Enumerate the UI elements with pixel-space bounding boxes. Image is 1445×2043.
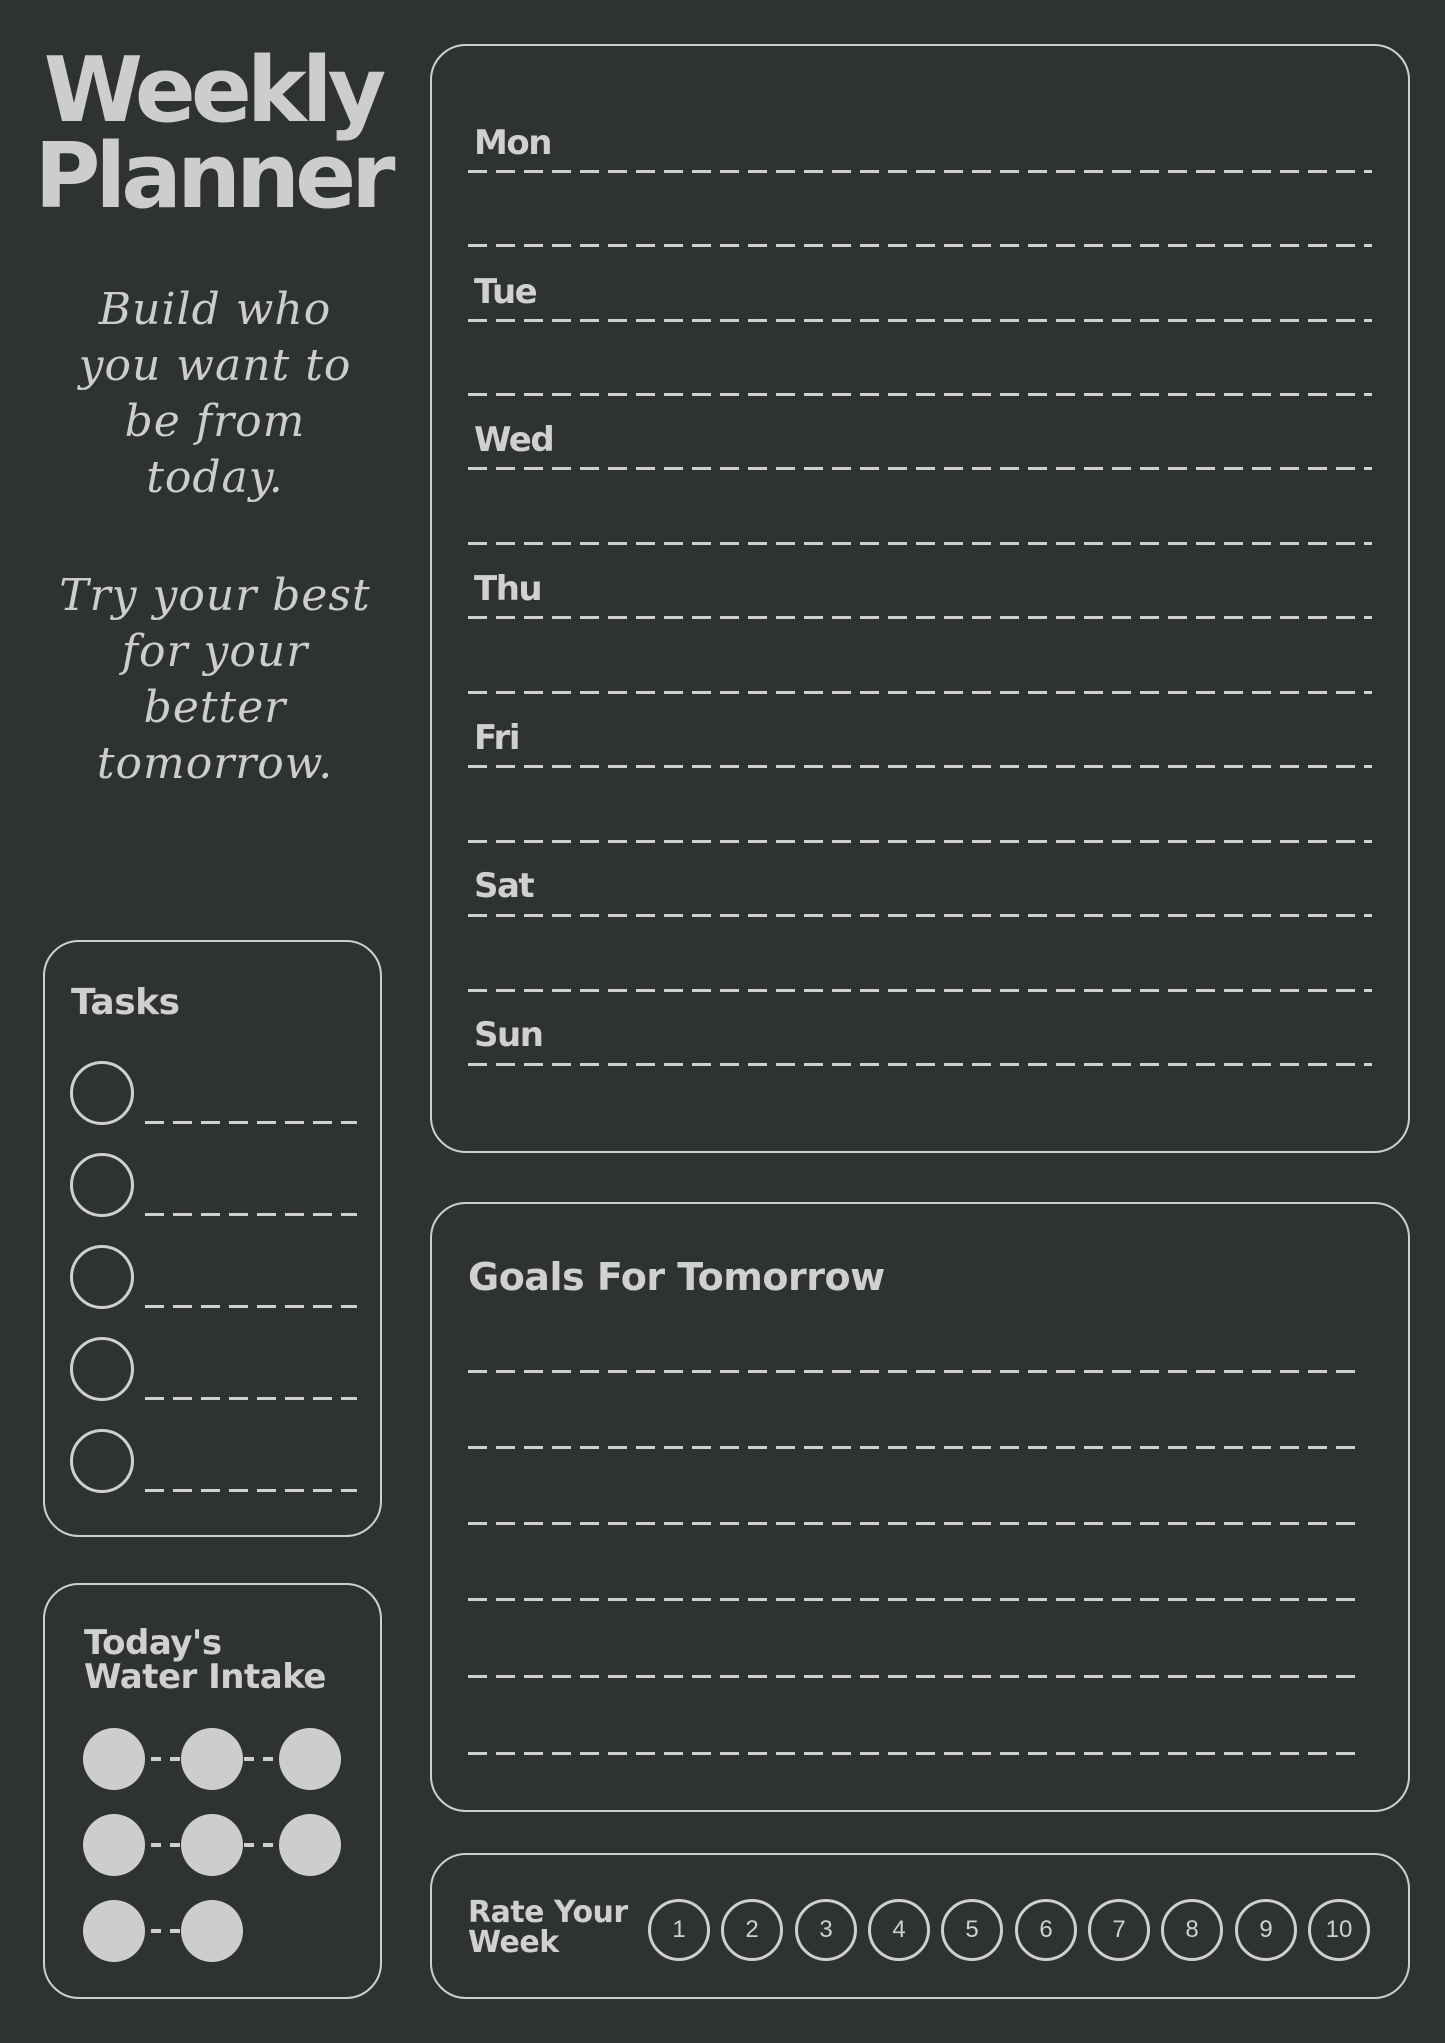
rating-option-5[interactable]: 5 (941, 1899, 1003, 1961)
rating-option-6[interactable]: 6 (1015, 1899, 1077, 1961)
title-line-2: Planner (34, 124, 391, 229)
task-line-5[interactable] (145, 1489, 357, 1492)
rating-option-9[interactable]: 9 (1235, 1899, 1297, 1961)
day-line-sat-2[interactable] (468, 989, 1372, 992)
day-label-wed: Wed (474, 420, 554, 460)
water-glass-3[interactable] (279, 1728, 341, 1790)
rate-week-heading (468, 1895, 628, 1960)
day-label-sun: Sun (474, 1015, 543, 1055)
rating-option-10[interactable]: 10 (1308, 1899, 1370, 1961)
water-heading-line-2: Water Intake (84, 1657, 326, 1697)
water-glass-4[interactable] (83, 1814, 145, 1876)
water-heading-line-1: Today's (84, 1623, 222, 1663)
day-label-mon: Mon (474, 123, 551, 163)
goal-line-1[interactable] (468, 1370, 1356, 1373)
water-intake-heading (84, 1623, 326, 1697)
rating-option-8[interactable]: 8 (1161, 1899, 1223, 1961)
rating-option-7[interactable]: 7 (1088, 1899, 1150, 1961)
task-checkbox-5[interactable] (70, 1429, 134, 1493)
water-glass-2[interactable] (181, 1728, 243, 1790)
quote-line: Build who (98, 284, 332, 335)
quote-line: better (143, 682, 287, 733)
day-line-sat-1[interactable] (468, 914, 1372, 917)
task-checkbox-1[interactable] (70, 1061, 134, 1125)
task-checkbox-2[interactable] (70, 1153, 134, 1217)
task-line-1[interactable] (145, 1121, 357, 1124)
day-line-mon-1[interactable] (468, 170, 1372, 173)
rating-option-4[interactable]: 4 (868, 1899, 930, 1961)
rating-option-2[interactable]: 2 (721, 1899, 783, 1961)
day-label-fri: Fri (474, 718, 519, 758)
goals-heading: Goals For Tomorrow (468, 1255, 885, 1299)
day-line-tue-1[interactable] (468, 319, 1372, 322)
rate-heading-line-2: Week (468, 1925, 559, 1960)
day-label-tue: Tue (474, 272, 537, 312)
water-glass-7[interactable] (83, 1900, 145, 1962)
tasks-heading: Tasks (71, 982, 180, 1023)
quote-try (30, 568, 400, 792)
day-line-tue-2[interactable] (468, 393, 1372, 396)
water-glass-8[interactable] (181, 1900, 243, 1962)
water-connector (244, 1843, 282, 1847)
water-glass-1[interactable] (83, 1728, 145, 1790)
quote-line: Try your best (59, 570, 371, 621)
day-line-thu-2[interactable] (468, 691, 1372, 694)
day-label-sat: Sat (474, 866, 534, 906)
rating-option-1[interactable]: 1 (648, 1899, 710, 1961)
day-line-mon-2[interactable] (468, 244, 1372, 247)
task-line-3[interactable] (145, 1305, 357, 1308)
quote-line: tomorrow. (96, 738, 334, 789)
title-line-1: Weekly (43, 38, 382, 143)
day-line-wed-2[interactable] (468, 542, 1372, 545)
goal-line-4[interactable] (468, 1598, 1356, 1601)
quote-line: today. (146, 452, 284, 503)
weekly-days-panel (430, 44, 1410, 1153)
quote-line: for your (121, 626, 309, 677)
day-label-thu: Thu (474, 569, 542, 609)
rate-heading-line-1: Rate Your (468, 1895, 628, 1930)
task-line-2[interactable] (145, 1213, 357, 1216)
task-line-4[interactable] (145, 1397, 357, 1400)
water-connector (244, 1757, 282, 1761)
day-line-wed-1[interactable] (468, 467, 1372, 470)
goal-line-5[interactable] (468, 1675, 1356, 1678)
day-line-thu-1[interactable] (468, 616, 1372, 619)
day-line-fri-1[interactable] (468, 765, 1372, 768)
quote-line: you want to (78, 340, 352, 391)
quote-line: be from (124, 396, 306, 447)
page-title (30, 38, 395, 229)
goal-line-6[interactable] (468, 1752, 1356, 1755)
goal-line-2[interactable] (468, 1446, 1356, 1449)
quote-build (30, 282, 400, 506)
day-line-sun-1[interactable] (468, 1063, 1372, 1066)
day-line-fri-2[interactable] (468, 840, 1372, 843)
water-glass-5[interactable] (181, 1814, 243, 1876)
rating-option-3[interactable]: 3 (795, 1899, 857, 1961)
task-checkbox-4[interactable] (70, 1337, 134, 1401)
task-checkbox-3[interactable] (70, 1245, 134, 1309)
goal-line-3[interactable] (468, 1522, 1356, 1525)
water-glass-6[interactable] (279, 1814, 341, 1876)
